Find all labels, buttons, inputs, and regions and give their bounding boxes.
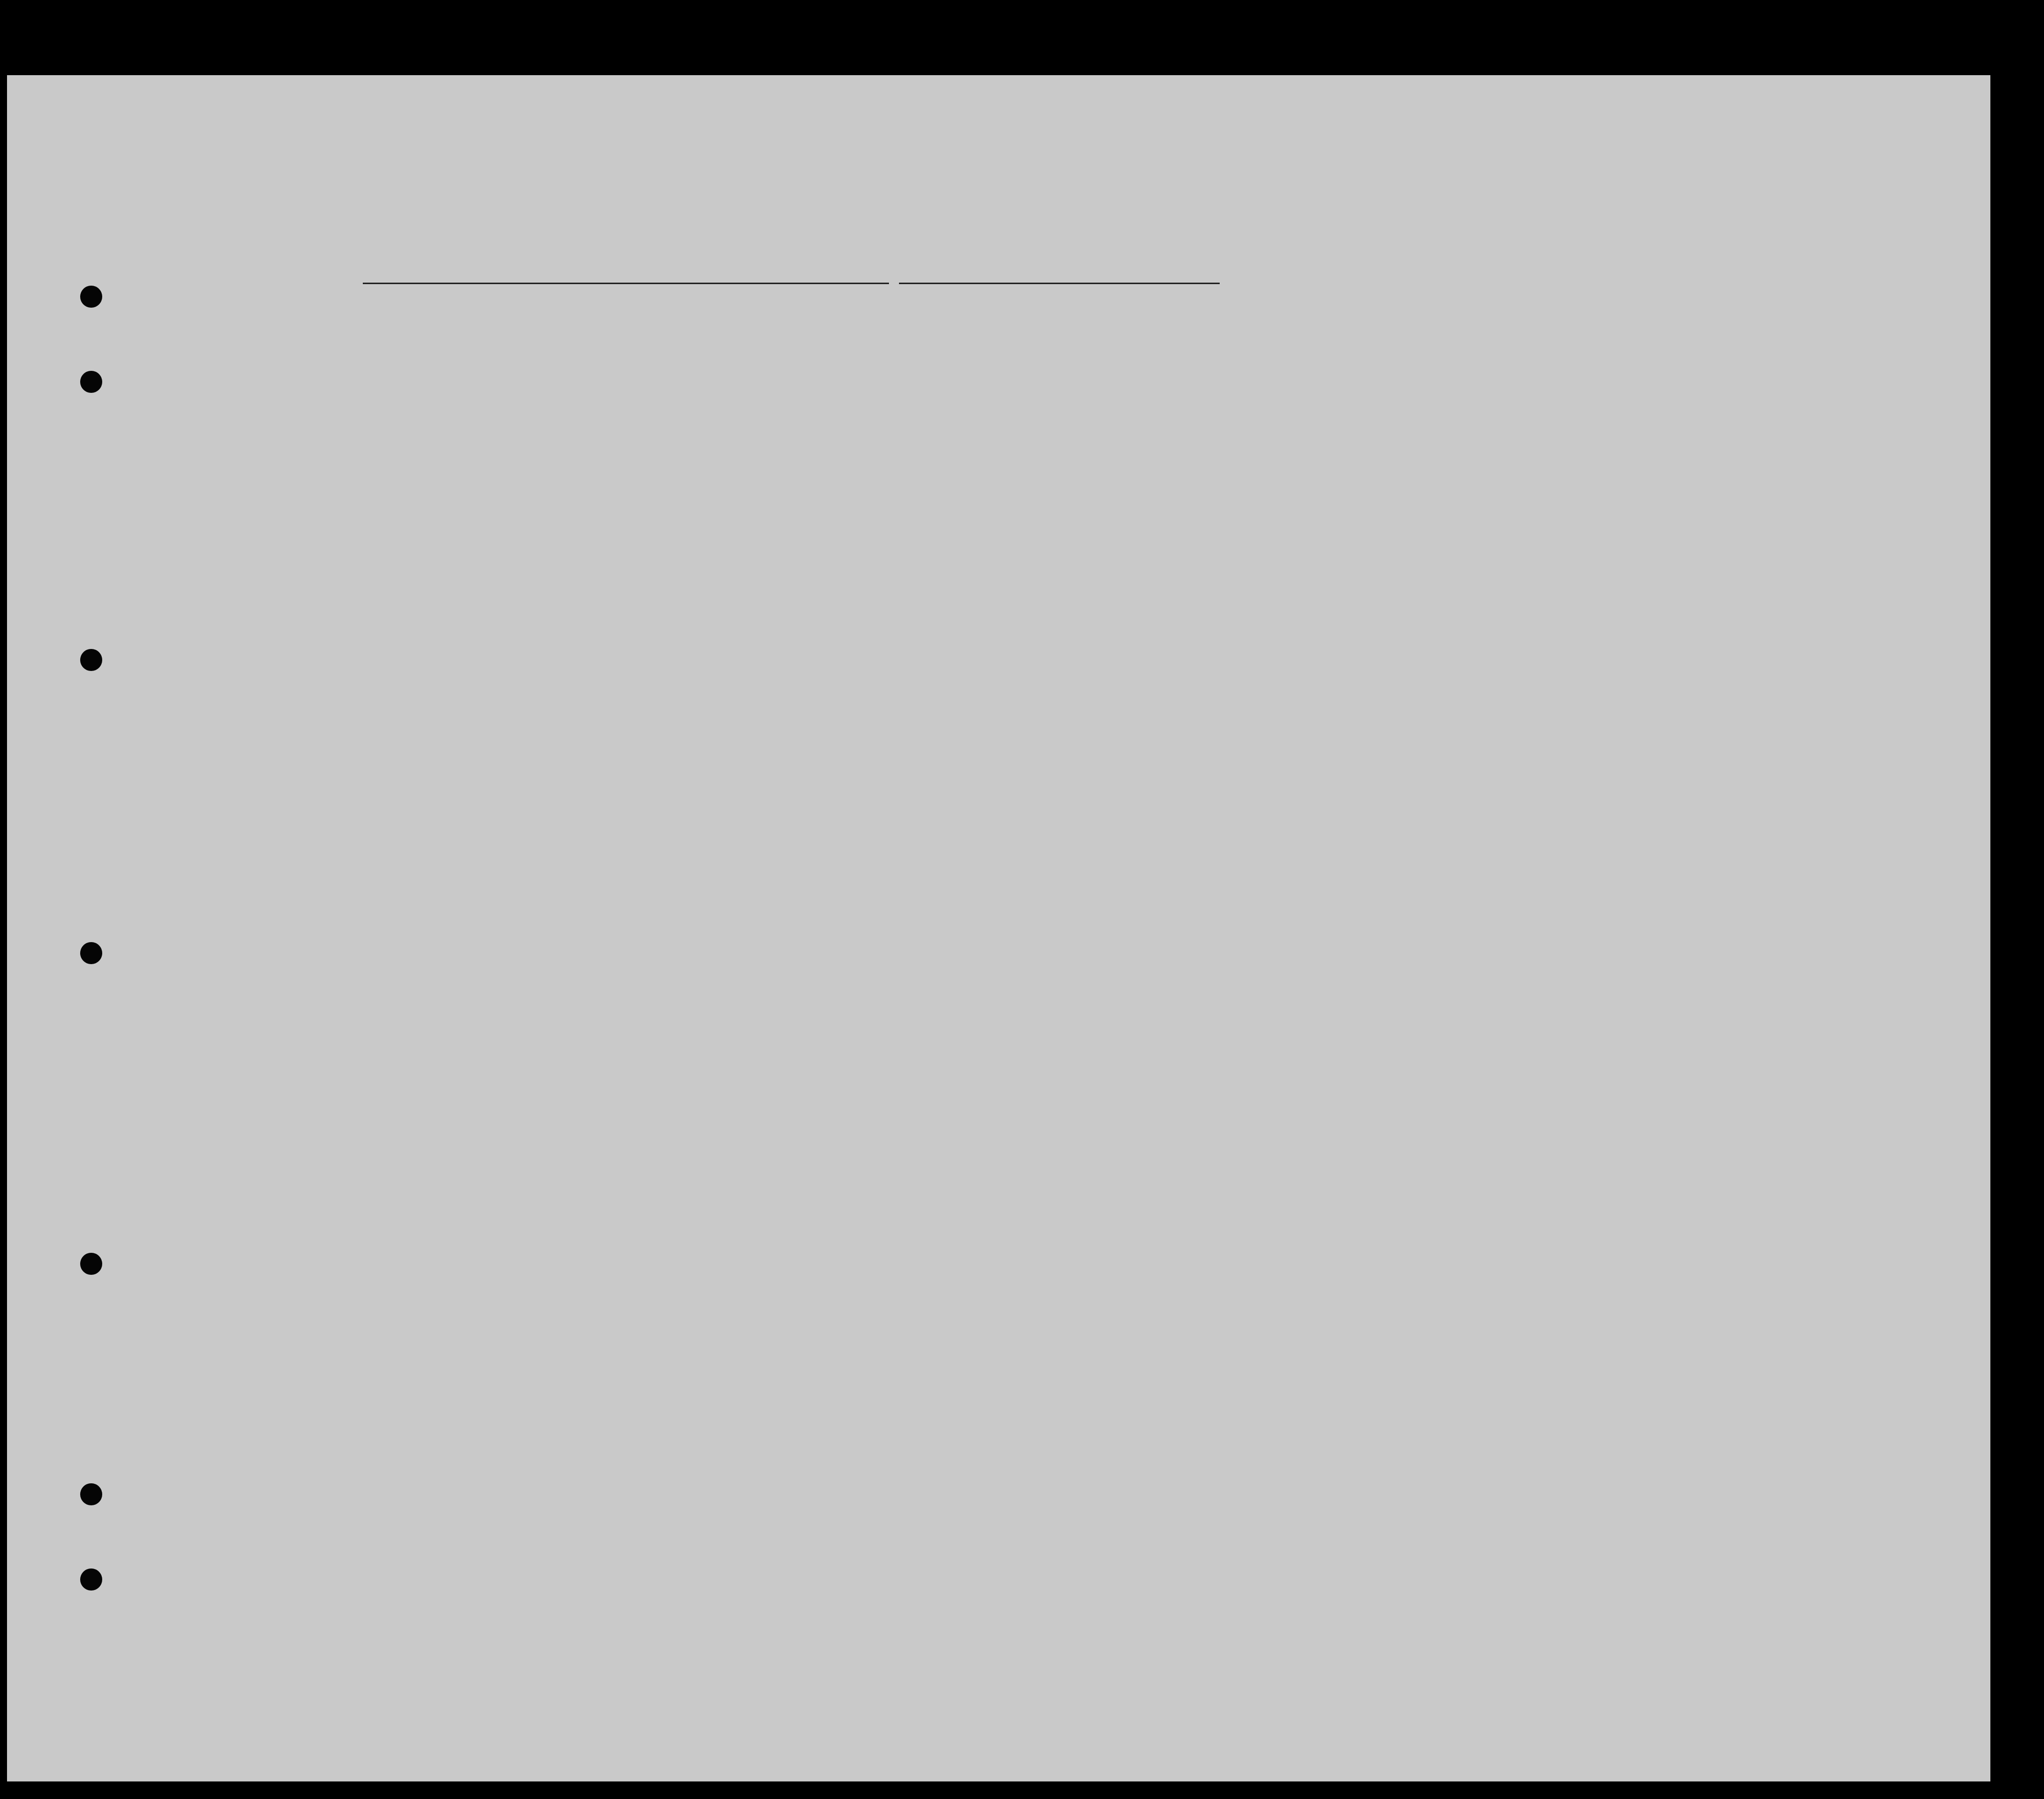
binder-hole [80,1253,102,1275]
manifest-sheet [7,75,1990,1781]
binder-hole [80,942,102,964]
binder-hole [80,1568,102,1591]
date-fill-line [899,283,1220,284]
binder-hole [80,649,102,671]
port-fill-line [363,283,889,284]
binder-hole [80,1483,102,1505]
table-grid-lines [7,75,1990,1781]
binder-hole [80,371,102,393]
binder-hole [80,286,102,308]
